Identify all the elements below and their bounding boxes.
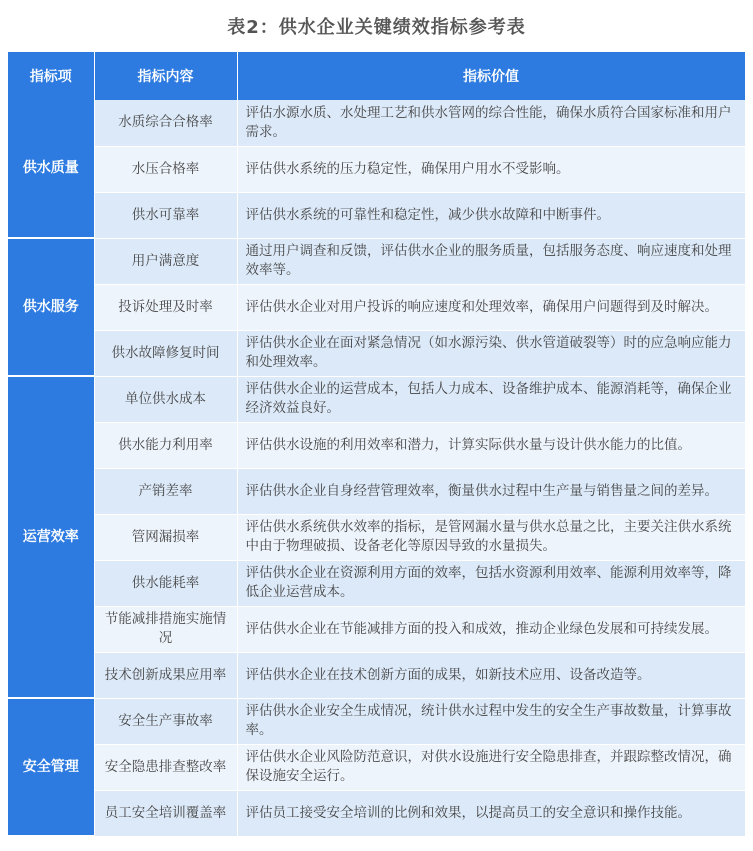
category-cell: 供水服务 xyxy=(8,238,94,376)
table-row xyxy=(8,652,745,698)
indicator-desc: 评估供水企业在面对紧急情况（如水源污染、供水管道破裂等）时的应急响应能力和处理效率。 xyxy=(237,330,745,376)
table-row xyxy=(8,744,745,790)
page-title: 表2：供水企业关键绩效指标参考表 xyxy=(227,17,526,38)
table-row xyxy=(8,284,745,330)
indicator-desc: 评估供水系统供水效率的指标，是管网漏水量与供水总量之比，主要关注供水系统中由于物理破损、设备老化等原因导致的水量损失。 xyxy=(237,514,745,560)
indicator-desc: 评估供水企业在资源利用方面的效率，包括水资源利用效率、能源利用效率等，降低企业运营成本。 xyxy=(237,560,745,606)
indicator-desc: 评估供水系统的压力稳定性，确保用户用水不受影响。 xyxy=(237,146,745,192)
indicator-desc: 评估供水企业安全生成情况，统计供水过程中发生的安全生产事故数量，计算事故率。 xyxy=(237,698,745,744)
indicator-desc: 评估水源水质、水处理工艺和供水管网的综合性能，确保水质符合国家标准和用户需求。 xyxy=(237,100,745,146)
table-row xyxy=(8,146,745,192)
table-row xyxy=(8,790,745,836)
header-indicator-value: 指标价值 xyxy=(237,52,745,100)
indicator-name: 供水能力利用率 xyxy=(94,422,237,468)
table-row xyxy=(8,192,745,238)
indicator-name: 供水故障修复时间 xyxy=(94,330,237,376)
table-row xyxy=(8,560,745,606)
header-indicator-content: 指标内容 xyxy=(94,52,237,100)
indicator-desc: 评估供水设施的利用效率和潜力，计算实际供水量与设计供水能力的比值。 xyxy=(237,422,745,468)
table-row xyxy=(8,330,745,376)
header-indicator-item: 指标项 xyxy=(8,52,94,100)
indicator-name: 供水能耗率 xyxy=(94,560,237,606)
indicator-name: 水质综合合格率 xyxy=(94,100,237,146)
indicator-desc: 评估员工接受安全培训的比例和效果，以提高员工的安全意识和操作技能。 xyxy=(237,790,745,836)
table-header-row xyxy=(8,52,745,100)
category-cell: 运营效率 xyxy=(8,376,94,698)
table-row xyxy=(8,606,745,652)
indicator-name: 节能减排措施实施情况 xyxy=(94,606,237,652)
indicator-name: 技术创新成果应用率 xyxy=(94,652,237,698)
indicator-name: 单位供水成本 xyxy=(94,376,237,422)
indicator-desc: 评估供水企业风险防范意识，对供水设施进行安全隐患排查，并跟踪整改情况，确保设施安全运行。 xyxy=(237,744,745,790)
indicator-name: 水压合格率 xyxy=(94,146,237,192)
table-row xyxy=(8,100,745,146)
indicator-name: 安全生产事故率 xyxy=(94,698,237,744)
table-row xyxy=(8,422,745,468)
indicator-desc: 评估供水企业在节能减排方面的投入和成效，推动企业绿色发展和可持续发展。 xyxy=(237,606,745,652)
category-cell: 安全管理 xyxy=(8,698,94,836)
indicator-name: 投诉处理及时率 xyxy=(94,284,237,330)
table-row xyxy=(8,376,745,422)
indicator-desc: 评估供水系统的可靠性和稳定性，减少供水故障和中断事件。 xyxy=(237,192,745,238)
indicator-name: 安全隐患排查整改率 xyxy=(94,744,237,790)
indicator-desc: 评估供水企业在技术创新方面的成果，如新技术应用、设备改造等。 xyxy=(237,652,745,698)
indicator-desc: 评估供水企业的运营成本，包括人力成本、设备维护成本、能源消耗等，确保企业经济效益良好。 xyxy=(237,376,745,422)
indicator-name: 员工安全培训覆盖率 xyxy=(94,790,237,836)
table-row xyxy=(8,698,745,744)
indicator-desc: 评估供水企业自身经营管理效率，衡量供水过程中生产量与销售量之间的差异。 xyxy=(237,468,745,514)
indicator-name: 产销差率 xyxy=(94,468,237,514)
indicator-name: 供水可靠率 xyxy=(94,192,237,238)
category-cell: 供水质量 xyxy=(8,100,94,238)
table-row xyxy=(8,238,745,284)
indicator-name: 用户满意度 xyxy=(94,238,237,284)
table-row xyxy=(8,468,745,514)
indicator-name: 管网漏损率 xyxy=(94,514,237,560)
indicator-desc: 通过用户调查和反馈，评估供水企业的服务质量，包括服务态度、响应速度和处理效率等。 xyxy=(237,238,745,284)
indicator-desc: 评估供水企业对用户投诉的响应速度和处理效率，确保用户问题得到及时解决。 xyxy=(237,284,745,330)
table-row xyxy=(8,514,745,560)
kpi-table xyxy=(8,52,746,837)
